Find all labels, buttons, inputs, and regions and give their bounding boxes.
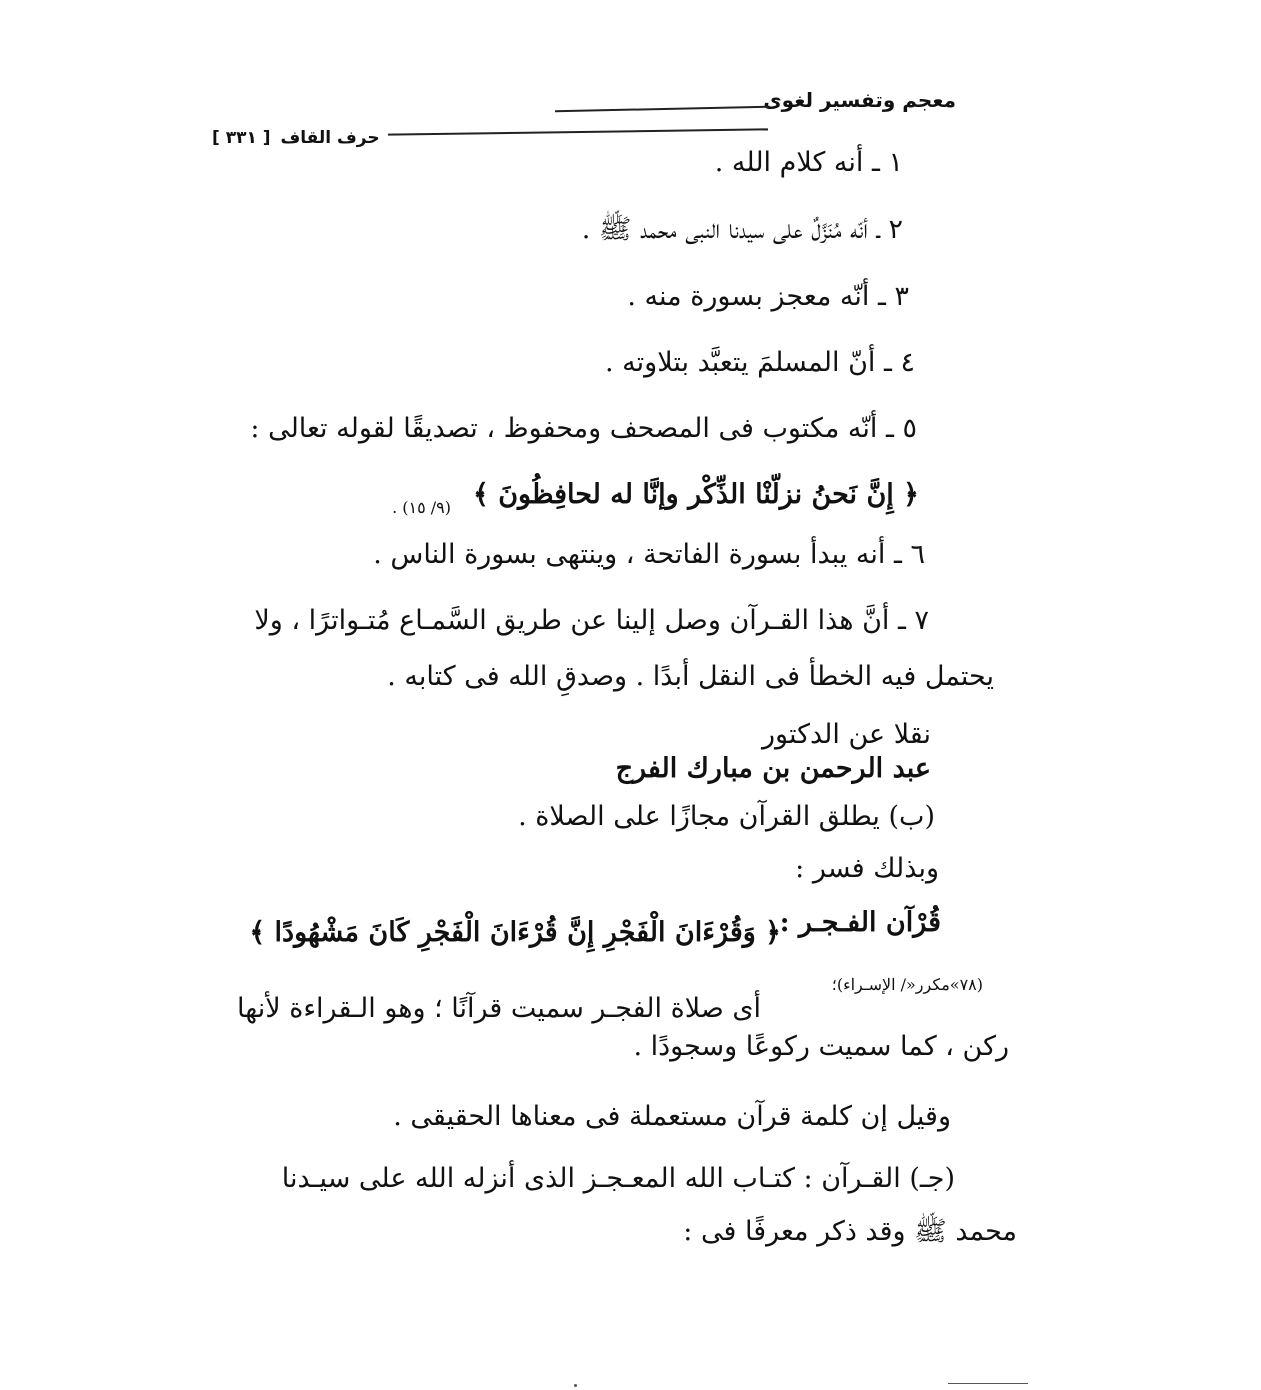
item-2: ٢ ـ أنّه مُنَزَّلٌ على سيدنا النبى محمد ﷺ . — [581, 214, 903, 245]
header-rule-top — [555, 106, 770, 113]
running-header — [212, 128, 380, 148]
item-1: ١ ـ أنه كلام الله . — [714, 147, 903, 178]
item-3: ٣ ـ أنّه معجز بسورة منه . — [627, 281, 909, 312]
item-6-line-1: ٦ ـ أنه يبدأ بسورة الفاتحة ، وينتهى بسورة الناس . — [373, 539, 925, 570]
quran-reference: (٧٨»مكرر«/ الإسـراء)؛ — [831, 975, 983, 994]
citation-name — [616, 752, 931, 786]
citation-intro: نقلا عن الدكتور — [761, 719, 931, 750]
section-j-line-1: (جـ) القـرآن : كتـاب الله المعـجـز الذى أنزله الله على سيـدنا — [281, 1163, 955, 1194]
item-4: ٤ ـ أنّ المسلمَ يتعبَّد بتلاوته . — [605, 347, 915, 378]
quran-explanation-line-1: أى صلاة الفجـر سميت قرآنًا ؛ وهو الـقراءة لأنها — [237, 993, 761, 1024]
quran-explanation-line-2: ركن ، كما سميت ركوعًا وسجودًا . — [633, 1031, 1009, 1062]
chapter-title: حرف القاف — [280, 128, 380, 148]
book-title: معجم وتفسير لغوى — [763, 88, 956, 112]
item-7-line-2: يحتمل فيه الخطأ فى النقل أبدًا . وصدقِ الله فى كتابه . — [387, 661, 994, 692]
scan-speck — [574, 1384, 577, 1387]
quran-verse: ﴿ وَقُرْءَانَ الْفَجْرِ إِنَّ قُرْءَانَ الْفَجْرِ كَانَ مَشْهُودًا ﴾ — [249, 917, 781, 948]
quran-heading: قُرْآن الفـجـر : — [779, 907, 941, 938]
page-number: [ ٣٣١ ] — [212, 128, 271, 148]
section-j-line-2: محمد ﷺ وقد ذكر معرفًا فى : — [683, 1216, 1017, 1247]
alternative-view: وقيل إن كلمة قرآن مستعملة فى معناها الحقيقى . — [393, 1101, 951, 1132]
item-5-verse: ﴿ إِنَّ نَحنُ نزلّنْا الذِّكْر وإنَّا له لحافِظُونَ ﴾ — [472, 479, 919, 510]
footer-rule — [948, 1383, 1028, 1384]
item-7-line-1: ٧ ـ أنَّ هذا القـرآن وصل إلينا عن طريق السَّمـاع مُتـواترًا ، ولا — [254, 605, 929, 636]
section-b-continuation: وبذلك فسر : — [795, 853, 939, 884]
item-5-text: ٥ ـ أنّه مكتوب فى المصحف ومحفوظ ، تصديقًا لقوله تعالى : — [250, 413, 917, 444]
header-rule-bottom — [388, 128, 768, 135]
citation-name-last: بن مبارك الفرج — [615, 753, 791, 784]
item-5-reference: (٩/ ١٥) . — [392, 498, 451, 517]
section-b: (ب) يطلق القرآن مجازًا على الصلاة . — [518, 801, 935, 832]
citation-name-first: عبد الرحمن — [799, 753, 931, 784]
